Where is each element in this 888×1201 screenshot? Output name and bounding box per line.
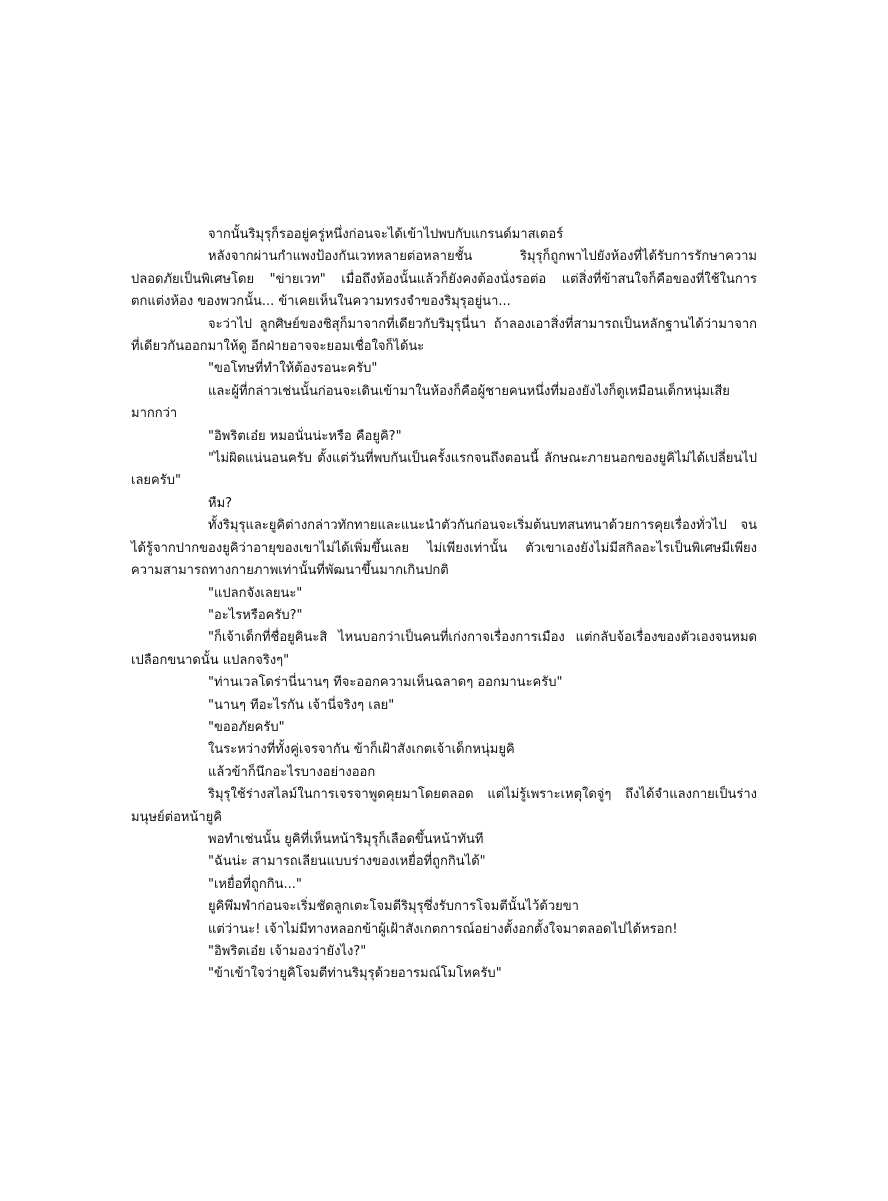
paragraph: แต่ว่านะ! เจ้าไม่มีทางหลอกข้าผู้เฝ้าสังเกตการณ์อย่างตั้งอกตั้งใจมาตลอดไปได้หรอก!	[208, 921, 678, 937]
paragraph: และผู้ที่กล่าวเช่นนั้นก่อนจะเดินเข้ามาในห้องก็คือผู้ชายคนหนึ่งที่มองยังไงก็ดูเหมือนเด็กหนุ่มเสียมากกว่า	[131, 383, 730, 422]
document-body	[131, 224, 757, 986]
paragraph: ยูคิพึมพำก่อนจะเริ่มชัดลูกเตะโจมตีริมุรุซึ่งรับการโจมตีนั้นไว้ด้วยขา	[208, 899, 579, 915]
dialogue-line: "อิพริตเอ๋ย เจ้ามองว่ายังไง?"	[208, 944, 367, 959]
dialogue-line: "ไม่ผิดแน่นอนครับ ตั้งแต่วันที่พบกันเป็นครั้งแรกจนถึงตอนนี้ ลักษณะภายนอกของยูคิไม่ได้เปลี่ยนไปเลยครับ"	[131, 451, 757, 489]
dialogue-line: "ฉันน่ะ สามารถเลียนแบบร่างของเหยื่อที่ถูกกินได้"	[208, 854, 486, 870]
paragraph: พอทำเช่นนั้น ยูคิที่เห็นหน้าริมุรุก็เลือดขึ้นหน้าทันที	[208, 831, 484, 847]
dialogue-line: "ก็เจ้าเด็กที่ชื่อยูคินะสิ ไหนบอกว่าเป็นคนที่เก่งกาจเรื่องการเมือง แต่กลับจ้อเรื่องของตัวเองจนหมดเปลือกขนาดนั้น แปลกจริงๆ"	[131, 630, 757, 668]
dialogue-line: "ขออภัยครับ"	[208, 719, 285, 735]
dialogue-line: "แปลกจังเลยนะ"	[208, 585, 303, 601]
dialogue-line: "อิพริตเอ๋ย หมอนั่นน่ะหรือ คือยูคิ?"	[208, 428, 402, 444]
dialogue-line: "อะไรหรือครับ?"	[208, 607, 303, 623]
paragraph: จะว่าไป ลูกศิษย์ของชิสุก็มาจากที่เดียวกับริมุรุนี่นา ถ้าลองเอาสิ่งที่สามารถเป็นหลักฐานได้ว่ามาจากที่เดียวกันออกมาให้ดู อีกฝ่ายอาจจะยอมเชื่อใจก็ได้นะ	[131, 316, 757, 355]
paragraph: ริมุรุใช้ร่างสไลม์ในการเจรจาพูดคุยมาโดยตลอด แต่ไม่รู้เพราะเหตุใดจู่ๆ ถึงได้จำแลงกายเป็นร่างมนุษย์ต่อหน้ายูคิ	[131, 787, 757, 825]
dialogue-line: "ข้าเข้าใจว่ายูคิโจมตีท่านริมุรุด้วยอารมณ์โมโหครับ"	[208, 966, 502, 982]
dialogue-line: "เหยื่อที่ถูกกิน..."	[208, 876, 302, 892]
dialogue-line: "ท่านเวลโดร่านี่นานๆ ทีจะออกความเห็นฉลาดๆ ออกมานะครับ"	[208, 675, 563, 691]
paragraph: ในระหว่างที่ทั้งคู่เจรจากัน ข้าก็เฝ้าสังเกตเจ้าเด็กหนุ่มยูคิ	[208, 742, 515, 758]
dialogue-line: "ขอโทษที่ทำให้ต้องรอนะครับ"	[208, 361, 378, 377]
paragraph: ทั้งริมุรุและยูคิต่างกล่าวทักทายและแนะนำตัวกันก่อนจะเริ่มต้นบทสนทนาด้วยการคุยเรื่องทั่วไป จนได้รู้จากปากของยูคิว่าอายุของเขาไม่ได้เพิ่มขึ้นเลย ไม่เพียงเท่านั้น ตัวเขาเองยังไม่มีสกิลอะไรเป็นพิเศษมีเพียงความสามารถทางกายภาพเท่านั้นที่พัฒนาขึ้นมากเกินปกติ	[131, 518, 757, 579]
paragraph: หืม?	[208, 495, 233, 511]
dialogue-line: "นานๆ ทีอะไรกัน เจ้านี่จริงๆ เลย"	[208, 697, 395, 713]
paragraph: หลังจากผ่านกำแพงป้องกันเวทหลายต่อหลายชั้น ริมุรุก็ถูกพาไปยังห้องที่ได้รับการรักษาความปลอดภัยเป็นพิเศษโดย "ข่ายเวท" เมื่อถึงห้องนั้นแล้วก็ยังคงต้องนั่งรอต่อ แต่สิ่งที่ข้าสนใจก็คือของที่ใช้ในการตกแต่งห้อง ของพวกนั้น... ข้าเคยเห็นในความทรงจำของริมุรุอยู่นา...	[131, 249, 757, 310]
paragraph: แล้วข้าก็นึกอะไรบางอย่างออก	[208, 764, 376, 780]
paragraph: จากนั้นริมุรุก็รออยู่ครู่หนึ่งก่อนจะได้เข้าไปพบกับแกรนด์มาสเตอร์	[208, 227, 564, 242]
